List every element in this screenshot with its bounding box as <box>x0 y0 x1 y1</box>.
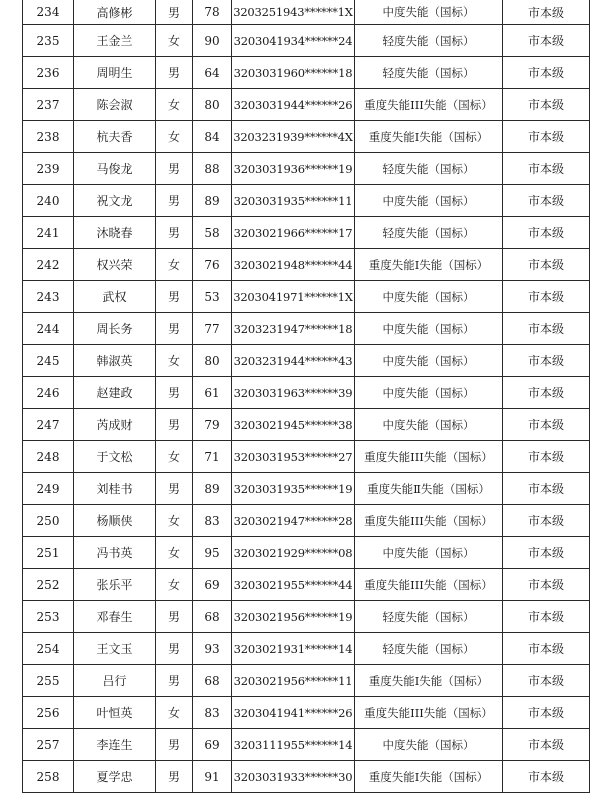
table-row <box>23 0 590 25</box>
cell-name: 吕行 <box>74 665 156 697</box>
cell-name: 杨顺侠 <box>74 505 156 537</box>
cell-disability-level: 重度失能Ⅰ失能（国标） <box>355 665 503 697</box>
cell-sex: 女 <box>156 441 193 473</box>
cell-name: 王文玉 <box>74 633 156 665</box>
cell-sex: 女 <box>156 121 193 153</box>
cell-disability-level: 中度失能（国标） <box>355 409 503 441</box>
cell-region: 市本级 <box>503 0 590 25</box>
cell-region: 市本级 <box>503 665 590 697</box>
cell-disability-level: 重度失能Ⅰ失能（国标） <box>355 249 503 281</box>
cell-region: 市本级 <box>503 473 590 505</box>
cell-name: 周明生 <box>74 57 156 89</box>
cell-serial-number: 234 <box>23 0 74 25</box>
cell-sex: 男 <box>156 601 193 633</box>
cell-name: 叶恒英 <box>74 697 156 729</box>
cell-age: 77 <box>193 313 232 345</box>
cell-serial-number: 255 <box>23 665 74 697</box>
table-body <box>23 0 590 793</box>
table-row <box>23 441 590 473</box>
table-row <box>23 185 590 217</box>
cell-disability-level: 重度失能III失能（国标） <box>355 89 503 121</box>
cell-id-number: 3203021956******19 <box>232 601 355 633</box>
cell-region: 市本级 <box>503 185 590 217</box>
cell-age: 80 <box>193 345 232 377</box>
table-row <box>23 665 590 697</box>
cell-id-number: 3203031953******27 <box>232 441 355 473</box>
cell-name: 马俊龙 <box>74 153 156 185</box>
cell-age: 68 <box>193 665 232 697</box>
cell-serial-number: 258 <box>23 761 74 793</box>
cell-age: 76 <box>193 249 232 281</box>
cell-sex: 女 <box>156 249 193 281</box>
cell-disability-level: 中度失能（国标） <box>355 377 503 409</box>
cell-region: 市本级 <box>503 281 590 313</box>
cell-region: 市本级 <box>503 761 590 793</box>
cell-name: 祝文龙 <box>74 185 156 217</box>
cell-name: 邓春生 <box>74 601 156 633</box>
cell-serial-number: 250 <box>23 505 74 537</box>
cell-id-number: 3203021956******11 <box>232 665 355 697</box>
table-row <box>23 473 590 505</box>
cell-name: 赵建政 <box>74 377 156 409</box>
cell-disability-level: 重度失能III失能（国标） <box>355 569 503 601</box>
cell-disability-level: 重度失能III失能（国标） <box>355 505 503 537</box>
cell-region: 市本级 <box>503 697 590 729</box>
cell-serial-number: 244 <box>23 313 74 345</box>
cell-disability-level: 重度失能Ⅱ失能（国标） <box>355 473 503 505</box>
cell-name: 刘桂书 <box>74 473 156 505</box>
table-row <box>23 281 590 313</box>
cell-region: 市本级 <box>503 729 590 761</box>
cell-name: 高修彬 <box>74 0 156 25</box>
table-row <box>23 537 590 569</box>
cell-sex: 女 <box>156 25 193 57</box>
cell-disability-level: 轻度失能（国标） <box>355 153 503 185</box>
cell-region: 市本级 <box>503 25 590 57</box>
cell-age: 90 <box>193 25 232 57</box>
cell-serial-number: 242 <box>23 249 74 281</box>
cell-age: 91 <box>193 761 232 793</box>
cell-sex: 男 <box>156 185 193 217</box>
cell-sex: 女 <box>156 505 193 537</box>
cell-region: 市本级 <box>503 345 590 377</box>
cell-age: 69 <box>193 729 232 761</box>
table-row <box>23 25 590 57</box>
cell-sex: 女 <box>156 537 193 569</box>
cell-age: 71 <box>193 441 232 473</box>
cell-serial-number: 253 <box>23 601 74 633</box>
cell-serial-number: 248 <box>23 441 74 473</box>
cell-disability-level: 重度失能Ⅰ失能（国标） <box>355 121 503 153</box>
cell-region: 市本级 <box>503 505 590 537</box>
cell-serial-number: 239 <box>23 153 74 185</box>
cell-serial-number: 249 <box>23 473 74 505</box>
cell-sex: 女 <box>156 569 193 601</box>
cell-sex: 女 <box>156 697 193 729</box>
cell-age: 78 <box>193 0 232 25</box>
table-row <box>23 89 590 121</box>
cell-sex: 女 <box>156 345 193 377</box>
table-row <box>23 313 590 345</box>
cell-serial-number: 236 <box>23 57 74 89</box>
cell-region: 市本级 <box>503 313 590 345</box>
cell-id-number: 3203021929******08 <box>232 537 355 569</box>
cell-serial-number: 243 <box>23 281 74 313</box>
cell-disability-level: 轻度失能（国标） <box>355 601 503 633</box>
table-row <box>23 217 590 249</box>
cell-age: 89 <box>193 473 232 505</box>
cell-sex: 男 <box>156 281 193 313</box>
disability-roster-table <box>22 0 590 793</box>
cell-sex: 男 <box>156 0 193 25</box>
cell-sex: 男 <box>156 57 193 89</box>
cell-age: 93 <box>193 633 232 665</box>
table-row <box>23 249 590 281</box>
cell-region: 市本级 <box>503 377 590 409</box>
cell-name: 王金兰 <box>74 25 156 57</box>
cell-name: 芮成财 <box>74 409 156 441</box>
cell-serial-number: 238 <box>23 121 74 153</box>
cell-serial-number: 256 <box>23 697 74 729</box>
cell-age: 69 <box>193 569 232 601</box>
cell-region: 市本级 <box>503 601 590 633</box>
cell-id-number: 3203231944******43 <box>232 345 355 377</box>
cell-serial-number: 246 <box>23 377 74 409</box>
table-row <box>23 697 590 729</box>
cell-region: 市本级 <box>503 217 590 249</box>
cell-id-number: 3203031936******19 <box>232 153 355 185</box>
cell-age: 80 <box>193 89 232 121</box>
cell-id-number: 3203021966******17 <box>232 217 355 249</box>
cell-disability-level: 重度失能Ⅰ失能（国标） <box>355 761 503 793</box>
cell-age: 79 <box>193 409 232 441</box>
cell-disability-level: 轻度失能（国标） <box>355 217 503 249</box>
table-row <box>23 633 590 665</box>
cell-id-number: 3203031933******30 <box>232 761 355 793</box>
cell-name: 杭夫香 <box>74 121 156 153</box>
cell-name: 权兴荣 <box>74 249 156 281</box>
cell-id-number: 3203031935******11 <box>232 185 355 217</box>
cell-serial-number: 241 <box>23 217 74 249</box>
cell-name: 冯书英 <box>74 537 156 569</box>
cell-id-number: 3203031935******19 <box>232 473 355 505</box>
cell-id-number: 3203021931******14 <box>232 633 355 665</box>
cell-serial-number: 245 <box>23 345 74 377</box>
cell-serial-number: 257 <box>23 729 74 761</box>
table-row <box>23 729 590 761</box>
cell-sex: 男 <box>156 313 193 345</box>
cell-disability-level: 重度失能III失能（国标） <box>355 697 503 729</box>
table-row <box>23 409 590 441</box>
table-row <box>23 153 590 185</box>
cell-sex: 男 <box>156 473 193 505</box>
cell-id-number: 3203021948******44 <box>232 249 355 281</box>
cell-name: 沐晓春 <box>74 217 156 249</box>
cell-name: 韩淑英 <box>74 345 156 377</box>
cell-age: 64 <box>193 57 232 89</box>
cell-id-number: 3203231939******4X <box>232 121 355 153</box>
cell-age: 83 <box>193 697 232 729</box>
cell-age: 88 <box>193 153 232 185</box>
cell-id-number: 3203041934******24 <box>232 25 355 57</box>
cell-age: 58 <box>193 217 232 249</box>
cell-region: 市本级 <box>503 537 590 569</box>
cell-disability-level: 中度失能（国标） <box>355 345 503 377</box>
cell-sex: 男 <box>156 153 193 185</box>
cell-disability-level: 中度失能（国标） <box>355 313 503 345</box>
table-row <box>23 761 590 793</box>
cell-disability-level: 轻度失能（国标） <box>355 57 503 89</box>
cell-id-number: 3203031944******26 <box>232 89 355 121</box>
cell-sex: 女 <box>156 89 193 121</box>
table-row <box>23 57 590 89</box>
cell-sex: 男 <box>156 761 193 793</box>
cell-id-number: 3203231947******18 <box>232 313 355 345</box>
cell-id-number: 3203251943******1X <box>232 0 355 25</box>
cell-disability-level: 中度失能（国标） <box>355 0 503 25</box>
table-row <box>23 121 590 153</box>
cell-region: 市本级 <box>503 153 590 185</box>
cell-id-number: 3203111955******14 <box>232 729 355 761</box>
cell-serial-number: 252 <box>23 569 74 601</box>
cell-serial-number: 235 <box>23 25 74 57</box>
cell-id-number: 3203041941******26 <box>232 697 355 729</box>
cell-name: 夏学忠 <box>74 761 156 793</box>
cell-id-number: 3203021955******44 <box>232 569 355 601</box>
cell-sex: 男 <box>156 729 193 761</box>
cell-age: 83 <box>193 505 232 537</box>
cell-disability-level: 中度失能（国标） <box>355 729 503 761</box>
cell-id-number: 3203021947******28 <box>232 505 355 537</box>
cell-id-number: 3203031960******18 <box>232 57 355 89</box>
cell-sex: 男 <box>156 633 193 665</box>
cell-age: 68 <box>193 601 232 633</box>
cell-sex: 男 <box>156 217 193 249</box>
cell-id-number: 3203021945******38 <box>232 409 355 441</box>
cell-sex: 男 <box>156 377 193 409</box>
cell-name: 武权 <box>74 281 156 313</box>
cell-age: 89 <box>193 185 232 217</box>
cell-age: 61 <box>193 377 232 409</box>
cell-age: 95 <box>193 537 232 569</box>
table-row <box>23 601 590 633</box>
cell-name: 于文松 <box>74 441 156 473</box>
cell-region: 市本级 <box>503 249 590 281</box>
cell-region: 市本级 <box>503 409 590 441</box>
cell-serial-number: 247 <box>23 409 74 441</box>
table-row <box>23 345 590 377</box>
cell-name: 李连生 <box>74 729 156 761</box>
cell-name: 陈会淑 <box>74 89 156 121</box>
cell-id-number: 3203031963******39 <box>232 377 355 409</box>
cell-sex: 男 <box>156 409 193 441</box>
cell-region: 市本级 <box>503 569 590 601</box>
cell-serial-number: 254 <box>23 633 74 665</box>
cell-serial-number: 237 <box>23 89 74 121</box>
cell-region: 市本级 <box>503 89 590 121</box>
cell-sex: 男 <box>156 665 193 697</box>
cell-disability-level: 轻度失能（国标） <box>355 633 503 665</box>
cell-age: 53 <box>193 281 232 313</box>
table-row <box>23 377 590 409</box>
cell-name: 张乐平 <box>74 569 156 601</box>
cell-disability-level: 中度失能（国标） <box>355 281 503 313</box>
table-row <box>23 505 590 537</box>
cell-name: 周长务 <box>74 313 156 345</box>
cell-serial-number: 251 <box>23 537 74 569</box>
table-row <box>23 569 590 601</box>
cell-region: 市本级 <box>503 57 590 89</box>
cell-region: 市本级 <box>503 441 590 473</box>
cell-region: 市本级 <box>503 633 590 665</box>
cell-disability-level: 重度失能III失能（国标） <box>355 441 503 473</box>
cell-disability-level: 中度失能（国标） <box>355 185 503 217</box>
cell-serial-number: 240 <box>23 185 74 217</box>
cell-region: 市本级 <box>503 121 590 153</box>
cell-disability-level: 中度失能（国标） <box>355 537 503 569</box>
cell-disability-level: 轻度失能（国标） <box>355 25 503 57</box>
cell-age: 84 <box>193 121 232 153</box>
cell-id-number: 3203041971******1X <box>232 281 355 313</box>
